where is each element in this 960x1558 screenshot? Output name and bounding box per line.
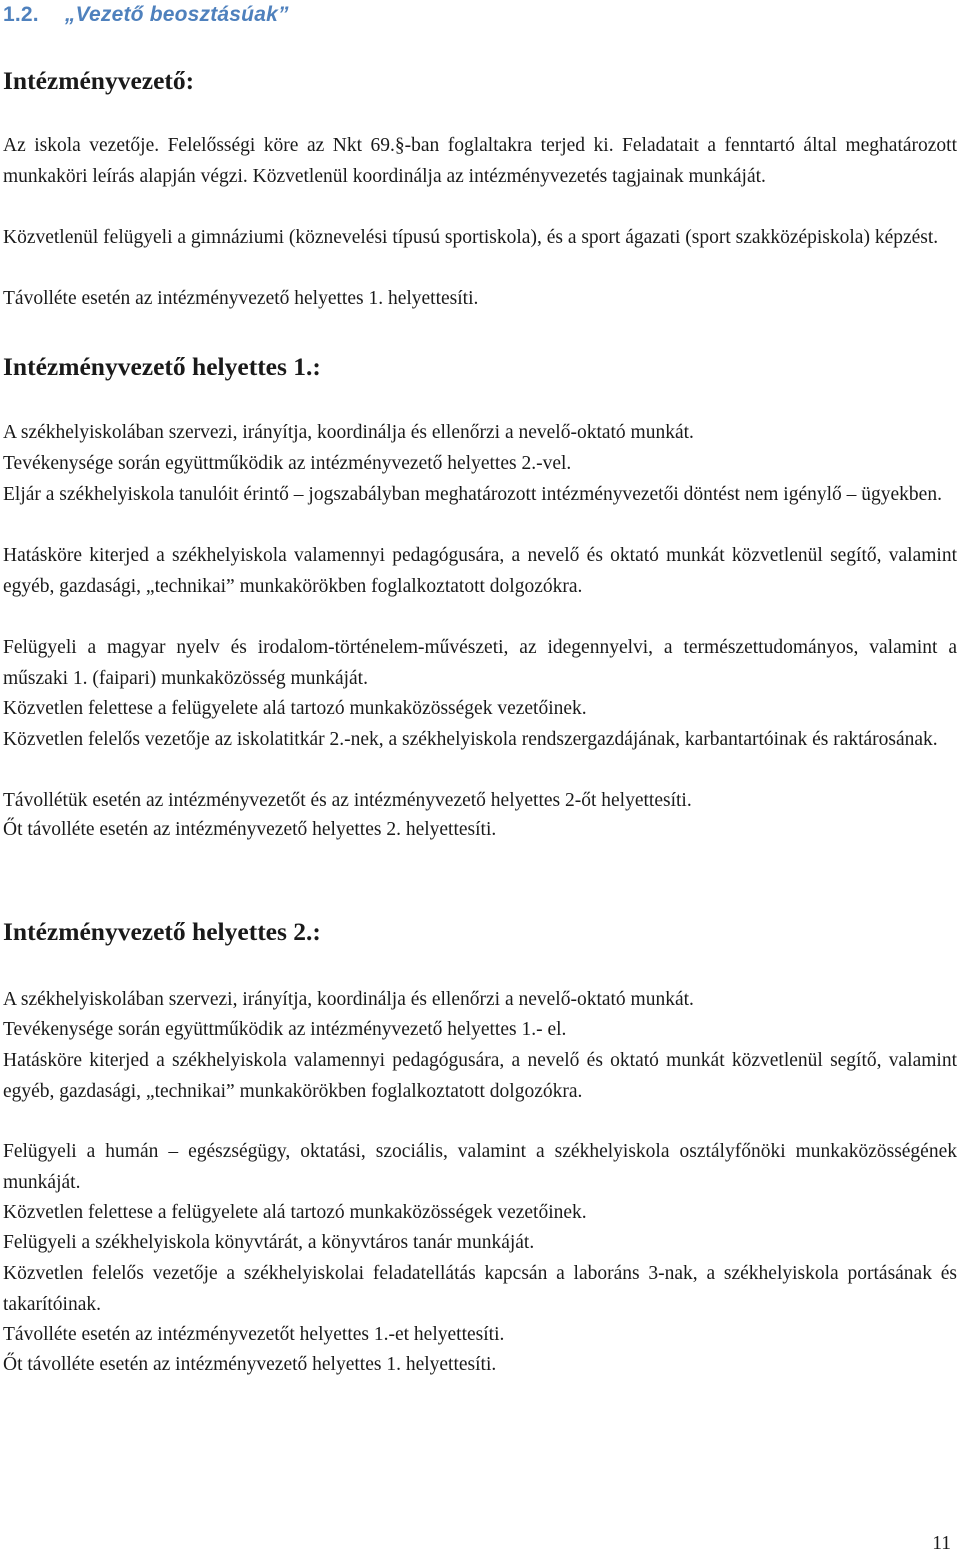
paragraph: Távolléte esetén az intézményvezető helyettes 1. helyettesíti. [3,288,479,309]
section-title: „Vezető beosztásúak” [64,3,289,26]
section-heading [3,3,289,27]
paragraph: A székhelyiskolában szervezi, irányítja, koordinálja és ellenőrzi a nevelő-oktató munkát. [3,989,694,1010]
role-heading-principal: Intézményvezető: [3,66,195,95]
paragraph: Közvetlen felettese a felügyelete alá tartozó munkaközösségek vezetőinek. [3,698,587,719]
page-number: 11 [932,1533,951,1554]
paragraph: Közvetlen felelős vezetője a székhelyiskolai feladatellátás kapcsán a laboráns 3-nak, a székhelyiskola portásának és takarítóinak. [3,1263,957,1315]
paragraph: Hatásköre kiterjed a székhelyiskola valamennyi pedagógusára, a nevelő és oktató munkát közvetlenül segítő, valamint egyéb, gazdasági, „technikai” munkakörökben foglalkoztatott dolgozókra. [3,545,957,597]
role-heading-deputy-2: Intézményvezető helyettes 2.: [3,917,321,946]
paragraph: Közvetlen felettese a felügyelete alá tartozó munkaközösségek vezetőinek. [3,1202,587,1223]
paragraph: Hatásköre kiterjed a székhelyiskola valamennyi pedagógusára, a nevelő és oktató munkát közvetlenül segítő, valamint egyéb, gazdasági, „technikai” munkakörökben foglalkoztatott dolgozókra. [3,1050,957,1102]
paragraph: Felügyeli a magyar nyelv és irodalom-történelem-művészeti, az idegennyelvi, a természettudományos, valamint a műszaki 1. (faipari) munkaközösség munkáját. [3,637,957,689]
paragraph: Őt távolléte esetén az intézményvezető helyettes 1. helyettesíti. [3,1354,497,1375]
paragraph: Tevékenysége során együttműködik az intézményvezető helyettes 1.- el. [3,1019,567,1040]
paragraph: Felügyeli a székhelyiskola könyvtárát, a könyvtáros tanár munkáját. [3,1232,535,1253]
paragraph: Tevékenysége során együttműködik az intézményvezető helyettes 2.-vel. [3,453,572,474]
paragraph: A székhelyiskolában szervezi, irányítja, koordinálja és ellenőrzi a nevelő-oktató munkát. [3,422,694,443]
paragraph: Őt távolléte esetén az intézményvezető helyettes 2. helyettesíti. [3,819,497,840]
paragraph: Eljár a székhelyiskola tanulóit érintő – jogszabályban meghatározott intézményvezetői döntést nem igénylő – ügyekben. [3,484,942,505]
role-heading-deputy-1: Intézményvezető helyettes 1.: [3,352,321,381]
paragraph: Közvetlen felelős vezetője az iskolatitkár 2.-nek, a székhelyiskola rendszergazdájának, karbantartóinak és raktárosának. [3,729,938,750]
paragraph: Felügyeli a humán – egészségügy, oktatási, szociális, valamint a székhelyiskola osztályfőnöki munkaközösségének munkáját. [3,1141,957,1193]
paragraph: Távolléte esetén az intézményvezetőt helyettes 1.-et helyettesíti. [3,1324,505,1345]
paragraph: Távollétük esetén az intézményvezetőt és az intézményvezető helyettes 2-őt helyettesíti. [3,790,692,811]
paragraph: Az iskola vezetője. Felelősségi köre az Nkt 69.§-ban foglaltakra terjed ki. Feladatait a fenntartó által meghatározott munkaköri leírás alapján végzi. Közvetlenül koordinálja az intézményvezetés tagjainak munkáját. [3,135,957,187]
paragraph: Közvetlenül felügyeli a gimnáziumi (köznevelési típusú sportiskola), és a sport ágazati (sport szakközépiskola) képzést. [3,227,939,248]
section-number: 1.2. [3,3,39,26]
